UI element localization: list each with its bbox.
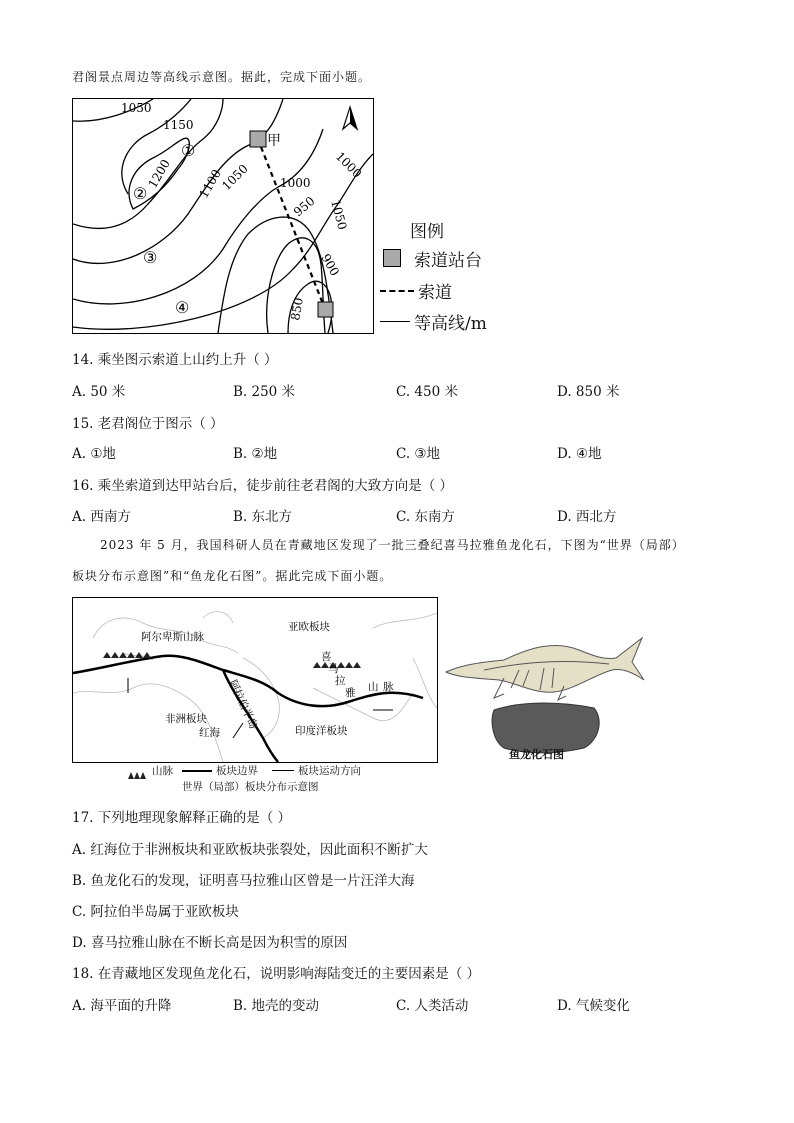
question-17: 17. 下列地理现象解释正确的是（ ） — [72, 810, 292, 826]
contour-label: 850 — [288, 296, 306, 322]
intro-text-2-line1: 2023 年 5 月，我国科研人员在青藏地区发现了一批三叠纪喜马拉雅鱼龙化石，下图为“世界（局部） — [100, 538, 685, 552]
ichthyosaur-silhouette — [446, 638, 644, 692]
option-15a: A. ①地 — [72, 446, 116, 462]
option-17a: A. 红海位于非洲板块和亚欧板块张裂处，因此面积不断扩大 — [72, 842, 428, 858]
label-himalaya: 雅 — [345, 687, 356, 699]
plate-map-svg — [73, 598, 437, 762]
question-18: 18. 在青藏地区发现鱼龙化石，说明影响海陆变迁的主要因素是（ ） — [72, 966, 481, 982]
station-jia-marker — [250, 131, 266, 147]
contour-map-svg — [73, 99, 373, 333]
legend-motion-label: 板块运动方向 — [298, 765, 361, 777]
option-18c: C. 人类活动 — [396, 998, 469, 1014]
option-15d: D. ④地 — [557, 446, 602, 462]
legend-boundary-label: 板块边界 — [216, 765, 258, 777]
question-15: 15. 老君阁位于图示（ ） — [72, 416, 224, 432]
option-14b: B. 250 米 — [233, 384, 296, 400]
alps-mountain-icon — [103, 652, 151, 658]
plate-motion-arrow — [233, 723, 243, 738]
contour-label: 900 — [318, 251, 342, 279]
label-himalaya: 山 — [368, 681, 379, 693]
contour-label: 1150 — [163, 118, 194, 132]
station-lower-marker — [318, 302, 333, 317]
legend-motion-icon — [272, 770, 294, 771]
intro-text-2-line2: 板块分布示意图”和“鱼龙化石图”。据此完成下面小题。 — [72, 569, 393, 583]
contour-map — [72, 98, 374, 334]
legend-contour-icon — [380, 321, 410, 322]
fossil-caption: 鱼龙化石图 — [509, 748, 564, 761]
label-himalaya: 喜 — [321, 651, 332, 663]
option-16d: D. 西北方 — [557, 509, 617, 525]
label-arabian: 阿拉伯半岛 — [226, 678, 260, 731]
label-african-plate: 非洲板块 — [165, 713, 207, 725]
option-18d: D. 气候变化 — [557, 998, 630, 1014]
legend-cableway-label: 索道 — [418, 283, 452, 303]
legend-mountain-label: 山脉 — [152, 765, 173, 777]
option-17c: C. 阿拉伯半岛属于亚欧板块 — [72, 904, 239, 920]
contour-label: 1050 — [219, 161, 251, 194]
option-14a: A. 50 米 — [72, 384, 126, 400]
label-himalaya: 拉 — [335, 675, 346, 687]
region-4-label: ④ — [175, 298, 190, 317]
station-jia-label: 甲 — [267, 133, 281, 149]
legend-contour-label: 等高线/m — [414, 314, 487, 334]
contour-label: 1050 — [328, 198, 350, 232]
label-himalaya: 脉 — [383, 681, 394, 693]
contour-label: 1000 — [332, 149, 365, 181]
option-18b: B. 地壳的变动 — [233, 998, 320, 1014]
plate-map-caption: 世界（局部）板块分布示意图 — [182, 781, 319, 793]
contour-label: 950 — [290, 193, 318, 220]
option-15b: B. ②地 — [233, 446, 278, 462]
option-18a: A. 海平面的升降 — [72, 998, 172, 1014]
contour-label: 1000 — [280, 176, 311, 190]
option-17d: D. 喜马拉雅山脉在不断长高是因为积雪的原因 — [72, 935, 348, 951]
legend-cableway-icon — [380, 290, 414, 292]
legend-station-icon — [383, 249, 401, 267]
legend-boundary-icon — [182, 770, 212, 772]
legend-mountain-icon — [128, 764, 148, 772]
label-eurasian-plate: 亚欧板块 — [288, 621, 330, 633]
intro-text-1: 君阁景点周边等高线示意图。据此，完成下面小题。 — [72, 70, 372, 84]
option-15c: C. ③地 — [396, 446, 441, 462]
label-alps: 阿尔卑斯山脉 — [141, 631, 204, 643]
option-16a: A. 西南方 — [72, 509, 131, 525]
option-17b: B. 鱼龙化石的发现，证明喜马拉雅山区曾是一片汪洋大海 — [72, 873, 415, 889]
contour-label: 1100 — [196, 167, 224, 201]
north-arrow-icon — [343, 107, 357, 129]
option-14c: C. 450 米 — [396, 384, 458, 400]
plate-map — [72, 597, 438, 763]
option-16c: C. 东南方 — [396, 509, 455, 525]
question-16: 16. 乘坐索道到达甲站台后，徒步前往老君阁的大致方向是（ ） — [72, 478, 454, 494]
contour-label: 1200 — [145, 157, 173, 191]
legend-station-label: 索道站台 — [414, 251, 482, 271]
contour-label: 1050 — [121, 101, 152, 115]
option-16b: B. 东北方 — [233, 509, 293, 525]
region-2-label: ② — [133, 184, 148, 203]
region-1-label: ① — [181, 141, 196, 160]
option-14d: D. 850 米 — [557, 384, 620, 400]
region-3-label: ③ — [143, 248, 158, 267]
label-indian-plate: 印度洋板块 — [295, 725, 348, 737]
label-red-sea: 红海 — [199, 727, 220, 739]
question-14: 14. 乘坐图示索道上山约上升（ ） — [72, 352, 278, 368]
label-himalaya: 马 — [328, 663, 339, 675]
legend-title: 图例 — [410, 222, 444, 242]
